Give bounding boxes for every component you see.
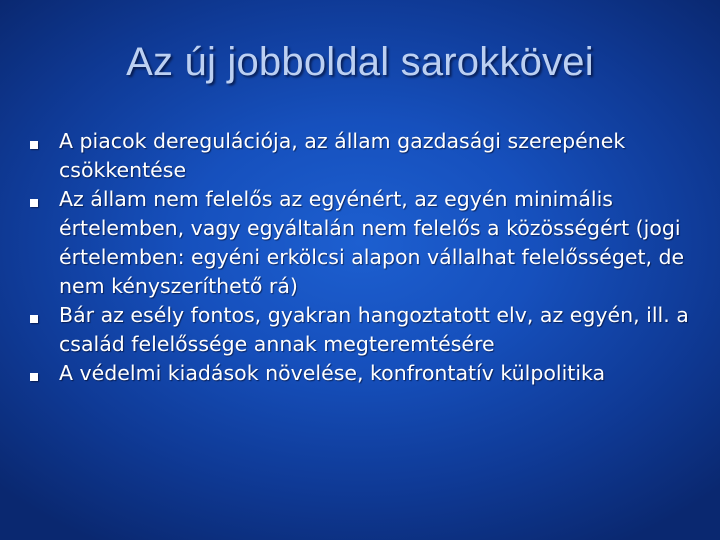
bullet-text: Az állam nem felelős az egyénért, az egyén minimális értelemben, vagy egyáltalán nem felelős a közösségért (jogi értelemben: egyéni erkölcsi alapon vállalhat felelősséget, de nem kényszeríthető rá) — [59, 187, 685, 298]
bullet-text: Bár az esély fontos, gyakran hangoztatott elv, az egyén, ill. a család felelőssége annak megteremtésére — [59, 303, 689, 356]
square-bullet-icon — [30, 199, 38, 207]
bullet-item — [28, 359, 693, 388]
bullet-list — [28, 127, 693, 388]
bullet-item — [28, 127, 693, 185]
bullet-item — [28, 301, 693, 359]
bullet-text: A védelmi kiadások növelése, konfrontatív külpolitika — [59, 361, 606, 385]
square-bullet-icon — [30, 141, 38, 149]
square-bullet-icon — [30, 373, 38, 381]
bullet-item — [28, 185, 693, 301]
bullet-text: A piacok deregulációja, az állam gazdasági szerepének csökkentése — [59, 129, 626, 182]
square-bullet-icon — [30, 315, 38, 323]
slide-title: Az új jobboldal sarokkövei — [126, 40, 594, 84]
